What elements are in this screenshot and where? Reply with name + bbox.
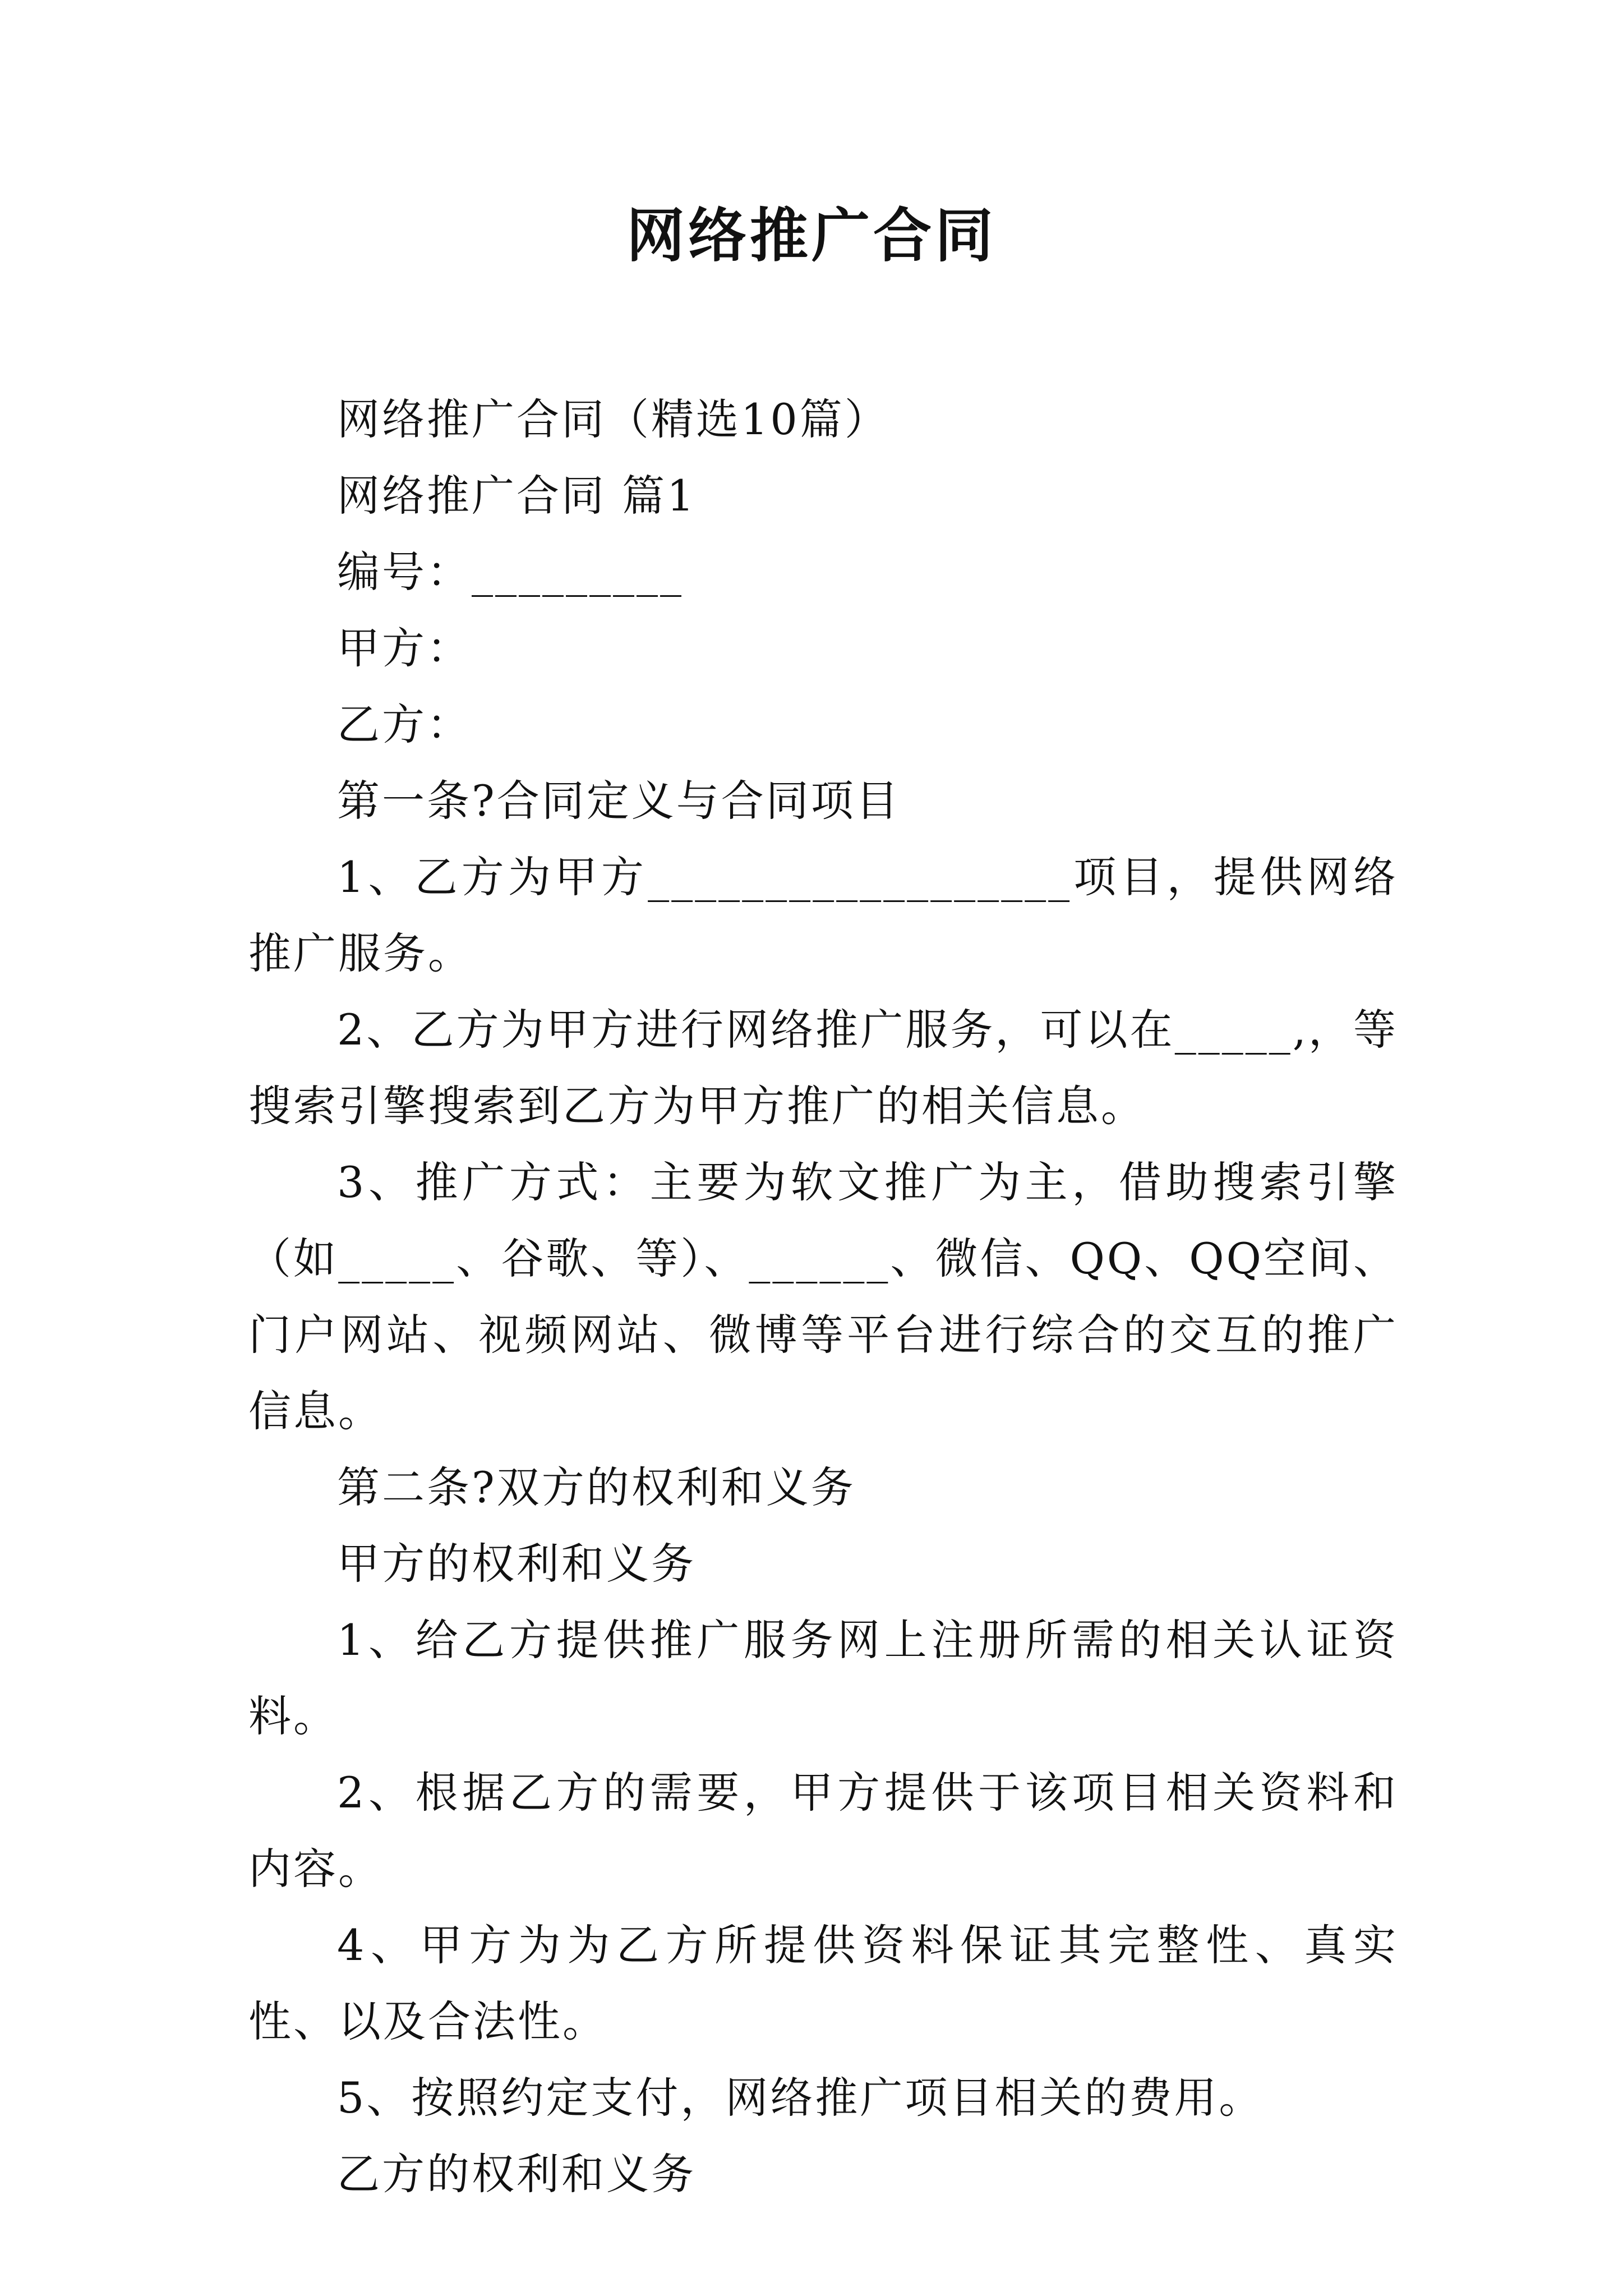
- document-title: 网络推广合同: [626, 201, 997, 270]
- paragraph-article-1: 第一条?合同定义与合同项目: [337, 776, 901, 826]
- paragraph-party-b-rights: 乙方的权利和义务: [337, 2149, 696, 2199]
- paragraph-party-a: 甲方：: [337, 623, 472, 673]
- paragraph-number: 编号：_________: [337, 547, 684, 597]
- paragraph-clause-1-1: 1、乙方为甲方__________________项目，提供网络推广服务。: [248, 852, 1398, 978]
- paragraph-party-b: 乙方：: [337, 700, 472, 749]
- paragraph-clause-1-3: 3、推广方式：主要为软文推广为主，借助搜索引擎（如_____、谷歌、等）、______、微信、QQ、QQ空间、门户网站、视频网站、微博等平台进行综合的交互的推广信息。: [248, 1157, 1398, 1436]
- paragraph-clause-2-2: 2、根据乙方的需要，甲方提供于该项目相关资料和内容。: [248, 1768, 1398, 1894]
- paragraph-clause-1-2: 2、乙方为甲方进行网络推广服务，可以在_____,，等搜索引擎搜索到乙方为甲方推广的相关信息。: [248, 1005, 1398, 1131]
- paragraph-section-title: 网络推广合同 篇1: [337, 471, 697, 521]
- document-body: [248, 381, 1398, 2212]
- paragraph-clause-2-1: 1、给乙方提供推广服务网上注册所需的相关认证资料。: [248, 1615, 1398, 1741]
- paragraph-article-2: 第二条?双方的权利和义务: [337, 1462, 856, 1512]
- paragraph-party-a-rights: 甲方的权利和义务: [337, 1539, 696, 1589]
- paragraph-clause-2-4: 4、甲方为为乙方所提供资料保证其完整性、真实性、以及合法性。: [248, 1920, 1398, 2046]
- paragraph-subtitle: 网络推广合同（精选10篇）: [337, 394, 889, 444]
- paragraph-clause-2-5: 5、按照约定支付，网络推广项目相关的费用。: [337, 2073, 1264, 2123]
